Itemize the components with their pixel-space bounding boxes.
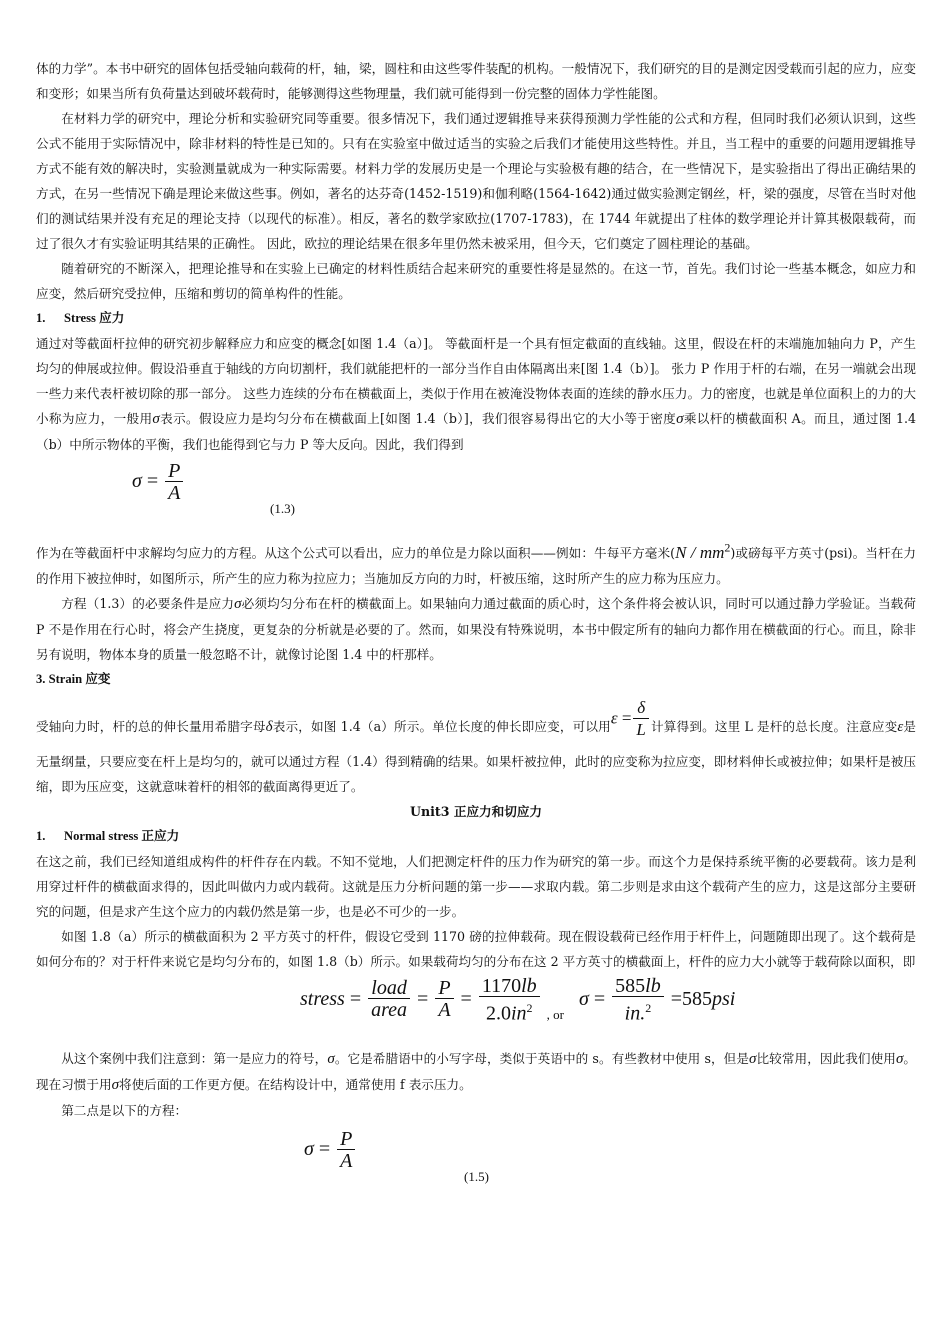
delta-symbol: δ xyxy=(265,718,273,735)
section-title: Stress 应力 xyxy=(64,311,125,325)
paragraph-uniform-condition: 方程（1.3）的必要条件是应力σ必须均匀分布在杆的横截面上。如果轴向力通过截面的质心时，这个条件将会被认识，同时可以通过静力学验证。当载荷 P 不是作用在行心时，将会产生挠度，更复杂的分析就是必要的了。然而，如果没有特殊说明，本书中假定所有的轴向力都作用在横截面的行心。而且，除非另有说明，物体本身的质量一般忽略不计，就像讨论图 1.4 中的杆那样。 xyxy=(36,595,917,662)
strain-formula: ε = $\frac{\delta}{L}$ xyxy=(611,698,651,741)
sigma-symbol: σ xyxy=(676,411,684,427)
sigma-symbol: σ xyxy=(234,595,242,612)
paragraph-theory-experiment: 在材料力学的研究中，理论分析和实验研究同等重要。很多情况下，我们通过逻辑推导来获得预测力学性能的公式和方程，但同时我们必须认识到，这些公式不能用于实际情况中，除非材料的特性是已知的。只有在实验室中做过适当的实验之后我们才能使用这些特性。并且，当工程中的重要的问题用逻辑推导方式不能有效的解决时，实验测量就成为一种实际需要。材料力学的发展历史是一个理论与实验极有趣的结合，在一些情况下，是实验指出了得出正确结果的方式，在另一些情况下确是理论来做这些事。例如，著名的达芬奇(1452-1519)和伽利略(1564-1642)通过做实验测定钢丝，杆，梁的强度，尽管在当时对他们的测试结果并没有充足的理论支持（以现代的标准）。相反，著名的数学家欧拉(1707-1783)，在 1744 年就提出了柱体的数学理论并计算其极限载荷，而过了很久才有实验证明其结果的正确性。 因此，欧拉的理论结果在很多年里仍然未被采用，但今天，它们奠定了圆柱理论的基础。 xyxy=(36,111,916,251)
paragraph-intro-continued: 体的力学”。本书中研究的固体包括受轴向载荷的杆，轴，梁，圆柱和由这些零件装配的机构。一般情况下，我们研究的目的是测定因受载而引起的应力，应变和变形；如果当所有负荷量达到破坏载荷时，能够测得这些物理量，我们就可能得到一份完整的固体力学性能图。 xyxy=(36,61,916,101)
equation-number: (1.5) xyxy=(464,1168,489,1184)
equation-stress-example: stress = $\frac{\text{load}}{\text{area}}$ = $\frac{P}{A}$ = $\frac{1170lb}{2.0in^2}$ $_{, or}$ σ = $\frac{585lb}{in.^2}$ =585psi xyxy=(300,974,736,1025)
sigma-symbol: σ xyxy=(895,1050,904,1067)
section-heading-strain: 3. Strain 应变 xyxy=(36,671,111,686)
equation-1-5: σ = $\frac{P}{A}$ (1.5) xyxy=(304,1127,489,1184)
paragraph-strain: 受轴向力时，杆的总的伸长量用希腊字母δ表示，如图 1.4（a）所示。单位长度的伸长即应变，可以用ε = $\frac{\delta}{L}$ 计算得到。这里 L 是杆的总长度。注意应变ε是无量纲量，只要应变在杆上是均匀的，就可以通过方程（1.4）得到精确的结果。如果杆被拉伸，此时的应变称为拉应变，即材料伸长或被拉伸；如果杆是被压缩，即为压应变，这就意味着杆的相邻的截面离得更近了。 xyxy=(36,697,917,794)
paragraph-stress-definition: 通过对等截面杆拉伸的研究初步解释应力和应变的概念[如图 1.4（a）]。 等截面杆是一个具有恒定截面的直线轴。这里，假设在杆的末端施加轴向力 P，产生均匀的伸展或拉伸。假设沿垂直于轴线的方向切割杆，我们就能把杆的一部分当作自由体隔离出来[图 1.4（b）]。 张力 P 作用于杆的右端，在另一端就会出现一些力来代表杆被切除的那一部分。 这些力连续的分布在横截面上，类似于作用在被淹没物体表面的连续的静水压力。力的密度，也就是单位面积上的力的大小称为应力，一般用σ表示。假设应力是均匀分布在横截面上[如图 1.4（b）]，我们很容易得出它的大小等于密度σ乘以杆的横截面积 A。而且，通过图 1.4（b）中所示物体的平衡，我们也能得到它与力 P 等大反向。因此，我们得到 xyxy=(36,336,916,452)
sigma-symbol: σ xyxy=(152,411,160,427)
paragraph-concepts-intro: 随着研究的不断深入，把理论推导和在实验上已确定的材料性质结合起来研究的重要性将是显然的。在这一节，首先。我们讨论一些基本概念，如应力和应变，然后研究受拉伸，压缩和剪切的简单构件的性能。 xyxy=(36,261,916,301)
equation-number: (1.3) xyxy=(270,501,295,516)
section-heading-stress xyxy=(36,306,916,331)
paragraph-second-point: 第二点是以下的方程： xyxy=(61,1102,188,1118)
section-number: 1. xyxy=(36,828,46,843)
sigma-symbol: σ xyxy=(749,1050,757,1067)
paragraph-sigma-notation: 从这个案例中我们注意到：第一是应力的符号，σ。它是希腊语中的小写字母，类似于英语中的 s。有些教材中使用 s，但是σ比较常用，因此我们使用σ。现在习惯于用σ将使后面的工作更方便。在结构设计中，通常使用 f 表示压力。 xyxy=(36,1050,917,1093)
section-title: Normal stress 正应力 xyxy=(64,828,180,843)
epsilon-symbol: ε xyxy=(897,718,904,735)
section-heading-normal-stress xyxy=(36,824,916,849)
document-page xyxy=(36,56,916,1193)
unit-n-per-mm2: N / $mm^2$ xyxy=(675,540,731,562)
paragraph-stress-units: 作为在等截面杆中求解均匀应力的方程。从这个公式可以看出，应力的单位是力除以面积——例如：牛每平方毫米$(N / mm^2)$或磅每平方英寸(psi)。当杆在力的作用下被拉伸时，如图所示，所产生的应力称为拉应力；当施加反方向的力时，杆被压缩，这时所产生的应力称为压应力。 xyxy=(36,540,916,586)
sigma-symbol: σ xyxy=(111,1076,119,1093)
paragraph-example-bar: 如图 1.8（a）所示的横截面积为 2 平方英寸的杆件，假设它受到 1170 磅的拉伸载荷。现在假设载荷已经作用于杆件上，问题随即出现了。这个载荷是如何分布的？对于杆件来说它是均匀分布的，如图 1.8（b）所示。如果载荷均匀的分布在这 2 平方英寸的横截面上，杆件的应力大小就等于载荷除以面积，即 xyxy=(36,928,916,969)
paragraph-internal-load: 在这之前，我们已经知道组成构件的杆件存在内载。不知不觉地，人们把测定杆件的压力作为研究的第一步。而这个力是保持系统平衡的必要载荷。该力是利用穿过杆件的横截面求得的，因此叫做内力或内载荷。这就是压力分析问题的第一步——求取内载。第二步则是求由这个载荷产生的应力，这是这部分主要研究的问题，但是求产生这个应力的内载仍然是第一步，也是必不可少的一步。 xyxy=(36,853,916,919)
section-number: 1. xyxy=(36,311,46,325)
unit3-title: Unit3 正应力和切应力 xyxy=(409,803,543,819)
sigma-symbol: σ xyxy=(327,1050,335,1067)
equation-1-3: σ = $\frac{P}{A}$ (1.3) xyxy=(132,460,295,516)
